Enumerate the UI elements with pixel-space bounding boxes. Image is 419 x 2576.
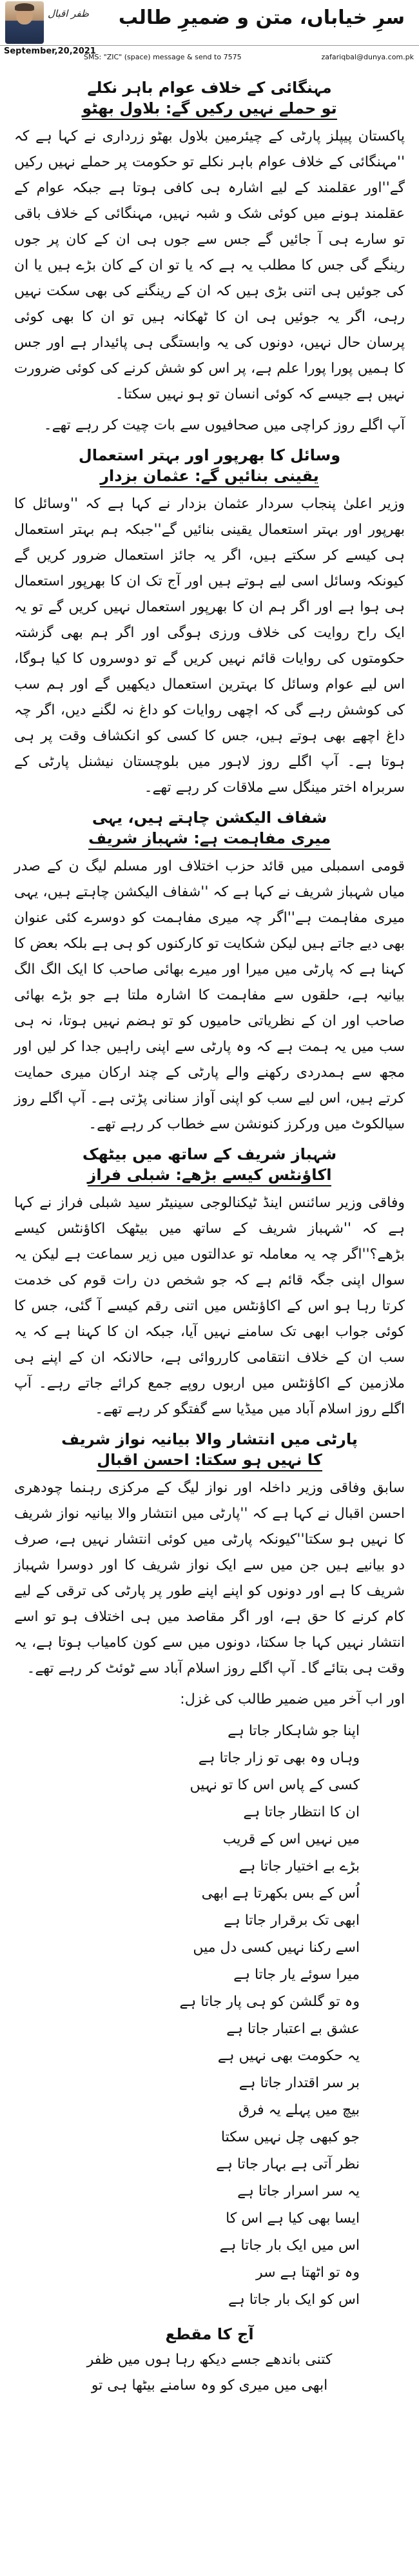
section-subheadline-text: تو حملے نہیں رکیں گے: بلاول بھٹو — [82, 99, 336, 120]
ghazal-line: وہاں وہ بھی تو زار جاتا ہے — [198, 1750, 360, 1766]
ghazal-line: یہ حکومت بھی نہیں ہے — [217, 2048, 360, 2064]
ghazal-line: اس کو ایک بار جاتا ہے — [228, 2292, 360, 2308]
ghazal-line: جو کبھی چل نہیں سکتا — [220, 2129, 360, 2145]
article-paragraph: قومی اسمبلی میں قائد حزب اختلاف اور مسلم لیگ ن کے صدر میاں شہباز شریف نے کہا ہے کہ ''شفاف الیکشن چاہتے ہیں، یہی میری مفاہمت ہے''اگر چہ میری مفاہمت کو دوسرے کئی عنوان بھی دیے جاتے ہیں لیکن شکایت تو کارکنوں کو ہی ہے بلکہ بعض کا کہنا ہے کہ پارٹی میں میرا اور میرے بھائی صاحب کا ایک الگ الگ بیانیہ ہے، حلقوں سے مفاہمت کا اشارہ ملتا ہے جو بڑے بھائی صاحب اور ان کے نظریاتی حامیوں کو تو ہضم نہیں ہوتا، نہ ہی سب میں یہ ہمت ہے کہ وہ پارٹی سے اپنی راہیں جدا کر لیں اور مجھ سے ہمدردی رکھنے والے پارٹی کے چند ارکان میری حمایت کرتے ہیں، اس لیے سب کو اپنی آواز سنانی پڑتی ہے۔ آپ اگلے روز سیالکوٹ میں ورکرز کنونشن سے خطاب کر رہے تھے۔ — [14, 858, 405, 1132]
ghazal-line: ایسا بھی کیا ہے اس کا — [226, 2210, 360, 2227]
ghazal-line: وہ تو اٹھتا ہے سر — [255, 2265, 360, 2281]
ghazal-line: عشق بے اعتبار جاتا ہے — [226, 2021, 360, 2037]
ghazal-line: میرا سوئے یار جاتا ہے — [233, 1967, 360, 1983]
section-headline: وسائل کا بھرپور اور بہتر استعمال — [78, 446, 341, 464]
article-paragraph: وفاقی وزیر سائنس اینڈ ٹیکنالوجی سینیٹر سید شبلی فراز نے کہا ہے کہ ''شہباز شریف کے ساتھ میں بیٹھک اکاؤنٹس کیسے بڑھے؟''اگر چہ یہ معاملہ تو عدالتوں میں زیر سماعت ہے لیکن یہ سوال اپنی جگہ قائم ہے کہ جو شخص دن رات قوم کی خدمت کرتا رہا ہو اس کے اکاؤنٹس میں اتنی رقم کیسے آ گئی، جس کا کوئی جواب ابھی تک سامنے نہیں آیا، جبکہ ان کا کہنا ہے کہ یہ سب ان کے خلاف انتقامی کارروائی ہے، حالانکہ ان کے اپنے ہی ملازمین کے اکاؤنٹس میں اربوں روپے جمع کرائے جاتے رہے۔ آپ اگلے روز اسلام آباد میں میڈیا سے گفتگو کر رہے تھے۔ — [14, 1195, 405, 1417]
section-subheadline-text: کا نہیں ہو سکتا: احسن اقبال — [97, 1451, 322, 1471]
author-photo-hair — [15, 3, 34, 11]
section-subheadline — [14, 1166, 405, 1184]
ghazal-line: ان کا انتظار جاتا ہے — [243, 1804, 360, 1820]
section-headline: شہباز شریف کے ساتھ میں بیٹھک — [82, 1145, 337, 1163]
section-subheadline — [14, 99, 405, 117]
article-paragraph: وزیر اعلیٰ پنجاب سردار عثمان بزدار نے کہا ہے کہ ''وسائل کا بھرپور اور بہتر استعمال یقینی بنائیں گے''جبکہ ہم بہتر استعمال ہی کیسے کر سکتے ہیں، اگر یہ جائز استعمال ضرور کریں گے کیونکہ وسائل اسی لیے ہوتے ہیں اور آج تک ان کا بھرپور استعمال ہی ہوا ہے اور اگر ہم ان کا بھرپور استعمال نہیں کریں گے تو یہ ایک راح روایت کی خلاف ورزی ہوگی اور اگر ہم بھی گزشتہ حکومتوں کی روایات قائم نہیں کریں گے تو دوسروں کا کیا ہوگا، اس لیے عوام وسائل کا بہترین استعمال دیکھیں گے اور ہم سب کی کوشش رہے گی کہ اچھی روایات کو داغ نہ لگنے دیں، اگر چہ داغ اچھے بھی ہوتے ہیں، جس کا کسی کو انکشاف وقت پر ہی ہوتا ہے۔ آپ اگلے روز لاہور میں بلوچستان نیشنل پارٹی کے سربراہ اختر مینگل سے ملاقات کر رہے تھے۔ — [14, 496, 405, 796]
ghazal-line: اس میں ایک بار جاتا ہے — [219, 2237, 360, 2254]
section-subheadline — [14, 829, 405, 847]
section-headline: شفاف الیکشن چاہتے ہیں، یہی — [92, 809, 327, 827]
section-subheadline-text: اکاؤنٹس کیسے بڑھے: شبلی فراز — [88, 1166, 332, 1186]
todays-couplet-line: ابھی میں میری کو وہ سامنے بیٹھا ہی تو — [91, 2377, 328, 2394]
section-subheadline-text: میری مفاہمت ہے: شہباز شریف — [88, 829, 331, 850]
ghazal-line: بر سر اقتدار جاتا ہے — [239, 2075, 360, 2091]
author-email[interactable]: zafariqbal@dunya.com.pk — [321, 53, 414, 61]
ghazal-line: بڑے بے اختیار جاتا ہے — [239, 1858, 360, 1874]
ghazal-line: بیچ میں پہلے یہ فرق — [238, 2102, 360, 2118]
todays-couplet-line: کتنی باندھے جسے دیکھ رہا ہوں میں ظفر — [86, 2352, 333, 2368]
sms-instructions: SMS: "ZIC" (space) message & send to 7575 — [84, 53, 242, 61]
author-signature: ظفر اقبال — [48, 8, 89, 19]
ghazal-line: اپنا جو شاہکار جاتا ہے — [228, 1723, 360, 1739]
ghazal — [14, 1718, 405, 2314]
ghazal-line: اُس کے بس بکھرتا ہے ابھی — [201, 1885, 360, 1902]
ghazal-line: اسے رکنا نہیں کسی دل میں — [193, 1940, 360, 1956]
ghazal-line: کسی کے پاس اس کا تو نہیں — [190, 1777, 360, 1793]
article-paragraph: آپ اگلے روز کراچی میں صحافیوں سے بات چیت کر رہے تھے۔ — [43, 417, 405, 433]
ghazal-line: یہ سر اسرار جاتا ہے — [237, 2183, 360, 2199]
section-subheadline — [14, 467, 405, 485]
column-header — [0, 0, 419, 61]
column-title: سرِ خیاباں، متن و ضمیرِ طالب — [118, 6, 405, 29]
todays-couplet-title: آج کا مقطع — [165, 2325, 254, 2343]
section-subheadline — [14, 1451, 405, 1469]
publish-date: September,20,2021 — [4, 46, 96, 56]
author-photo — [5, 1, 44, 44]
section-subheadline-text: یقینی بنائیں گے: عثمان بزدار — [100, 467, 319, 487]
ghazal-line: نظر آتی ہے بہار جاتا ہے — [216, 2156, 360, 2172]
article-paragraph: پاکستان پیپلز پارٹی کے چیئرمین بلاول بھٹو زرداری نے کہا ہے کہ ''مہنگائی کے خلاف عوام باہر نکلے تو حکومت پر حملے نہیں رکیں گے''اور عقلمند کے لیے اشارہ ہی کافی ہوتا ہے جبکہ عوام کے عقلمند ہونے میں کوئی شک و شبہ نہیں، مہنگائی کے خلاف باقی تو سارے ہی آ جائیں گے جس سے جوں ہی ان کے کان پر جوں رینگے گی جس کا مطلب یہ ہے کہ یا تو ان کے کان بڑے ہیں یا ان کی جوئیں ہی اتنی بڑی ہیں کہ ان کے رینگنے کی بھی سکت نہیں رہی، اگر یہ جوئیں ہی ان کا ٹھکانہ ہیں تو ان کا بھی کوئی پرسان حال نہیں، دونوں کی یہ وابستگی ہی پائیدار ہے اور جس کا ہمیں پورا پورا علم ہے، پر اس کو شش کرنے کی کوئی ضرورت نہیں ہے جیسے کہ کوئی انسان تو ہو نہیں سکتا۔ — [14, 128, 405, 402]
ghazal-line: میں نہیں اس کے قریب — [222, 1831, 360, 1847]
section-headline: مہنگائی کے خلاف عوام باہر نکلے — [87, 79, 332, 97]
article-paragraph: سابق وفاقی وزیر داخلہ اور نواز لیگ کے مرکزی رہنما چودھری احسن اقبال نے کہا ہے کہ ''پارٹی میں انتشار والا بیانیہ نواز شریف کا نہیں ہو سکتا''کیونکہ پارٹی میں کوئی انتشار نہیں ہے، صرف دو بیانیے ہیں جن میں سے ایک نواز شریف کا اور دوسرا شہباز شریف کا ہے اور دونوں کو اپنے اپنے طور پر پارٹی کی ترقی کے لیے کام کرنے کا حق ہے، اور اگر مقاصد میں ہی اختلاف ہو تو اسے انتشار نہیں کہا جا سکتا، دونوں میں سے کون کامیاب ہوتا ہے، یہ وقت ہی بتائے گا۔ آپ اگلے روز اسلام آباد سے ٹوئٹ کر رہے تھے۔ — [14, 1480, 405, 1676]
article-body — [14, 71, 405, 2399]
section-headline: پارٹی میں انتشار والا بیانیہ نواز شریف — [61, 1430, 358, 1448]
ghazal-line: ابھی تک برقرار جاتا ہے — [223, 1912, 360, 1929]
ghazal-line: وہ تو گلشن کو ہی پار جاتا ہے — [179, 1994, 360, 2010]
ghazal-intro: اور اب آخر میں ضمیر طالب کی غزل: — [180, 1691, 405, 1707]
